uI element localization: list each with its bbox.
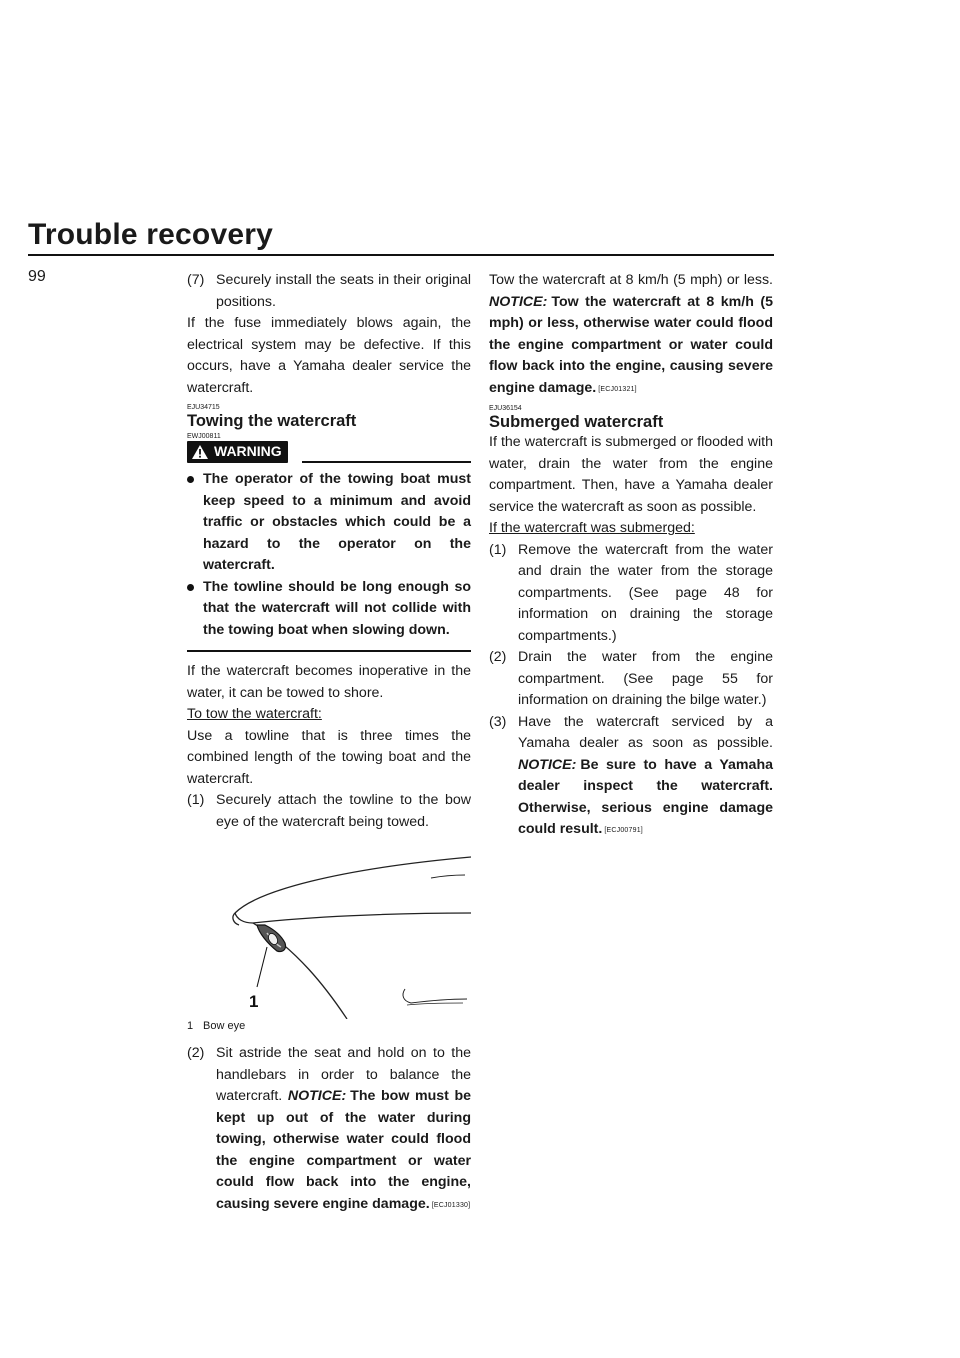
bow-eye-figure bbox=[187, 839, 471, 1019]
notice-text: The bow must be kept up out of the water during towing, otherwise water could flood the engine compartment or water could flow back into the engine, causing severe engine damage. bbox=[216, 1088, 471, 1212]
warning-label: WARNING bbox=[214, 443, 282, 460]
warning-bullet bbox=[187, 577, 471, 642]
notice-code: [ECJ01321] bbox=[598, 385, 637, 393]
figure-callout: 1 bbox=[249, 992, 259, 1011]
step-text: Securely install the seats in their original positions. bbox=[216, 272, 471, 310]
warning-triangle-icon bbox=[191, 444, 209, 460]
sub-step-2 bbox=[489, 647, 773, 712]
title-rule bbox=[28, 254, 774, 256]
figure-caption bbox=[187, 1019, 471, 1033]
speed-text: Tow the watercraft at 8 km/h (5 mph) or less. bbox=[489, 272, 773, 288]
step-1 bbox=[187, 790, 471, 833]
speed-paragraph bbox=[489, 270, 773, 400]
warning-box bbox=[187, 441, 471, 652]
warning-badge bbox=[187, 441, 288, 463]
notice-code: [ECJ01330] bbox=[431, 1201, 471, 1209]
inoperative-paragraph: If the watercraft becomes inoperative in the water, it can be towed to shore. bbox=[187, 663, 471, 701]
towing-heading: Towing the watercraft bbox=[187, 412, 357, 430]
towline-paragraph: Use a towline that is three times the combined length of the towing boat and the watercraft. bbox=[187, 727, 471, 787]
step-text: Have the watercraft serviced by a Yamaha dealer as soon as possible. bbox=[518, 713, 773, 751]
step-number: (2) bbox=[187, 1045, 205, 1061]
bullet-dot-icon bbox=[187, 476, 194, 483]
step-text: Sit astride the seat and hold on to the handlebars in order to balance the watercraft. bbox=[216, 1045, 471, 1104]
step-text: Drain the water from the engine compartment. (See page 55 for information on draining the bilge water.) bbox=[518, 649, 773, 708]
sub-step-3 bbox=[489, 712, 773, 842]
caption-number: 1 bbox=[187, 1020, 194, 1032]
section-ref-code: EJU36154 bbox=[489, 405, 522, 412]
warning-header-rule bbox=[302, 461, 471, 463]
step-text: Securely attach the towline to the bow eye of the watercraft being towed. bbox=[216, 792, 471, 830]
right-column bbox=[489, 270, 773, 842]
warning-ref-code: EWJ00811 bbox=[187, 433, 221, 440]
step-number: (2) bbox=[489, 649, 507, 665]
warning-body bbox=[187, 463, 471, 641]
warning-bullet-text: The operator of the towing boat must keep speed to a minimum and avoid traffic or obstacles which could be a hazard to the operator on the watercraft. bbox=[203, 471, 471, 573]
fuse-paragraph: If the fuse immediately blows again, the electrical system may be defective. If this occurs, have a Yamaha dealer service the watercraft. bbox=[187, 315, 471, 396]
submerged-paragraph: If the watercraft is submerged or flooded with water, drain the water from the engine compartment. Then, have a Yamaha dealer service the watercraft as soon as possible. bbox=[489, 434, 773, 515]
notice-label: NOTICE: bbox=[518, 756, 577, 773]
bow-eye-illustration bbox=[187, 839, 471, 1019]
notice-text: Be sure to have a Yamaha dealer inspect the watercraft. Otherwise, serious engine damage could result. bbox=[518, 756, 773, 837]
sub-step-1 bbox=[489, 540, 773, 648]
warning-bullet-text: The towline should be long enough so that the watercraft will not collide with the towing boat when slowing down. bbox=[203, 578, 471, 638]
page-title: Trouble recovery bbox=[28, 218, 273, 251]
notice-label: NOTICE: bbox=[287, 1088, 347, 1104]
notice-text: Tow the watercraft at 8 km/h (5 mph) or less, otherwise water could flood the engine compartment or water could flow back into the engine, causing severe engine damage. bbox=[489, 293, 773, 396]
step-text: Remove the watercraft from the water and drain the water from the storage compartments. (See page 48 for information on draining the storage compartments.) bbox=[518, 541, 773, 644]
left-column bbox=[187, 270, 471, 1216]
warning-header bbox=[187, 441, 471, 463]
tow-subheading: To tow the watercraft: bbox=[187, 706, 322, 722]
bullet-dot-icon bbox=[187, 584, 194, 591]
step-number: (1) bbox=[187, 792, 205, 808]
warning-end-rule bbox=[187, 650, 471, 652]
warning-bullet bbox=[187, 469, 471, 577]
step-number: (3) bbox=[489, 713, 507, 730]
submerged-heading: Submerged watercraft bbox=[489, 413, 664, 431]
step-2 bbox=[187, 1043, 471, 1216]
page-number: 99 bbox=[28, 268, 46, 285]
notice-label: NOTICE: bbox=[489, 293, 548, 310]
step-number: (1) bbox=[489, 541, 507, 558]
submerged-subheading: If the watercraft was submerged: bbox=[489, 520, 695, 536]
step-7 bbox=[187, 270, 471, 313]
caption-text: Bow eye bbox=[203, 1020, 246, 1032]
section-ref-code: EJU34715 bbox=[187, 404, 220, 411]
step-number: (7) bbox=[187, 272, 205, 288]
notice-code: [ECJ00791] bbox=[604, 827, 643, 834]
